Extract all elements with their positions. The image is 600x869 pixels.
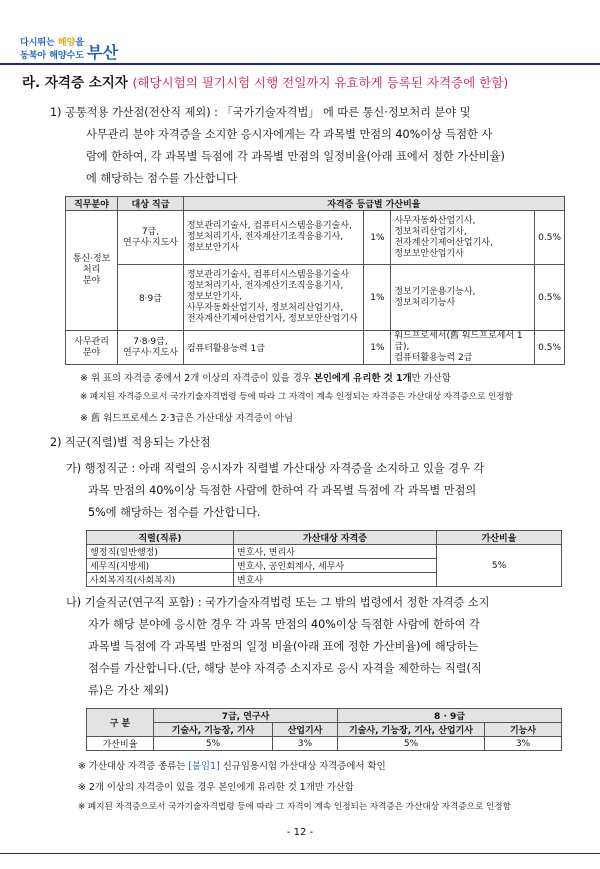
note-5: ※ 2개 이상의 자격증이 있을 경우 본인에게 유리한 것 1개만 가산함	[78, 782, 354, 793]
attachment-link[interactable]: [붙임1]	[188, 761, 220, 772]
heading-2: 2) 직군(직렬)별 적용되는 가산점	[50, 436, 211, 449]
section-title: 라. 자격증 소지자 (해당시험의 필기시험 시행 전일까지 유효하게 등록된 자격증에 한함)	[22, 75, 509, 91]
cert-table-common: 직무분야 대상 직급 자격증 등급별 가산비율 통신‧정보 처리 분야 7급, 연구사‧지도사 정보관리기술사, 컴퓨터시스템응용기술사, 정보처리기사, 전자계산기조직응용기사, 정보보안기사 1% 사무자동화산업기사, 정보처리산업기사, 전자계산기제어산업기사, 정보보안산업기사 0.5% 8‧9급 정보관리기술사, 컴퓨터시스템응용기술사 정보처리기사, 전자계산기조직응용기사, 정보보안기사, 사무자동화산업기사, 정보처리산업기사, 전자계산기제어산업기사, 정보보안산업기사 1% 정보기기운용기능사, 정보처리기능사 0.5% 사무관리 분야 7‧8‧9급, 연구사‧지도사 컴퓨터활용능력 1급 1% 워드프로세서(舊 워드프로세서 1급), 컴퓨터활용능력 2급 0.5%	[65, 196, 565, 365]
paragraph-1: 1) 공통적용 가산점(전산직 제외) : 「국가기술자격법」 에 따른 통신‧정보처리 분야 및 사무관리 분야 자격증을 소지한 응시자에게는 각 과목별 만점의 40%이상 득점한 사 람에 한하여, 각 과목별 득점에 각 과목별 만점의 일정비율(아래 표에서 정한 가산비율) 에 해당하는 점수를 가산합니다	[50, 106, 505, 185]
cert-table-tech: 구 분 7급, 연구사 8 · 9급 기술사, 기능장, 기사 산업기사 기술사, 기능장, 기사, 산업기사 기능사 가산비율 5% 3% 5% 3%	[86, 708, 562, 751]
paragraph-2b: 나) 기술직군(연구직 포함) : 국가기술자격법령 또는 그 밖의 법령에서 정한 자격증 소지 자가 해당 분야에 응시한 경우 각 과목 만점의 40%이상 득점한 사람에 한하여 각 과목별 득점에 각 과목별 만점의 일정 비율(아래 표에 정한 가산비율)에 해당하는 점수를 가산합니다.(단, 해당 분야 자격증 소지자로 응시 자격을 제한하는 직렬(직 류)은 가산 제외)	[66, 596, 490, 697]
note-2: ※ 폐지된 자격증으로서 국가기술자격법령 등에 따라 그 자격이 계속 인정되는 자격증은 가산대상 자격증으로 인정함	[80, 392, 513, 402]
note-6: ※ 폐지된 자격증으로서 국가기술자격법령 등에 따라 그 자격이 계속 인정되는 자격증은 가산대상 자격증으로 인정함	[78, 802, 511, 812]
note-1: ※ 위 표의 자격증 중에서 2개 이상의 자격증이 있을 경우 본인에게 유리한 것 1개만 가산함	[80, 373, 451, 384]
busan-logo: 다시뛰는 해양을 동북아 해양수도 부산	[20, 38, 119, 62]
page-number: - 12 -	[286, 827, 314, 838]
note-4: ※ 가산대상 자격증 종류는 [붙임1] 신규임용시험 가산대상 자격증에서 확인	[78, 761, 386, 772]
cert-table-admin: 직렬(직류) 가산대상 자격증 가산비율 행정직(일반행정) 변호사, 변리사 5% 세무직(지방세) 변호사, 공인회계사, 세무사 사회복지직(사회복지) 변호사	[86, 530, 562, 587]
note-3: ※ 舊 워드프로세스 2‧3급은 가산대상 자격증이 아님	[80, 413, 294, 424]
paragraph-2a: 가) 행정직군 : 아래 직렬의 응시자가 직렬별 가산대상 자격증을 소지하고 있을 경우 각 과목 만점의 40%이상 득점한 사람에 한하여 각 과목별 득점에 각 과목별 만점의 5%에 해당하는 점수를 가산합니다.	[66, 462, 485, 519]
header-rule	[0, 63, 600, 65]
footer-rule	[0, 853, 600, 854]
